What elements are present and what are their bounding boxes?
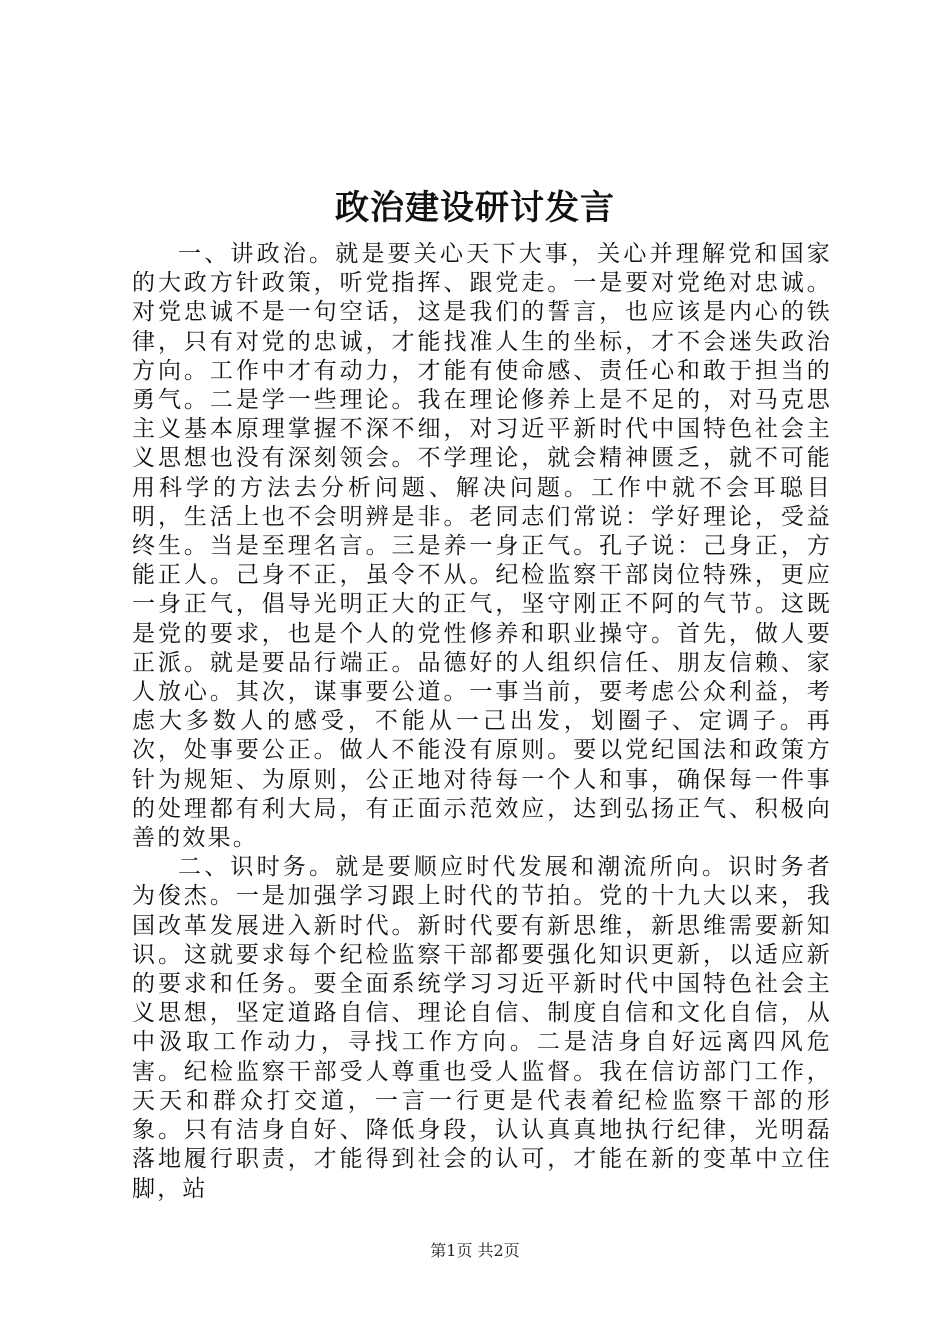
document-title: 政治建设研讨发言 xyxy=(335,188,615,228)
paragraph-2: 二、识时务。就是要顺应时代发展和潮流所向。识时务者为俊杰。一是加强学习跟上时代的节拍。党的十九大以来，我国改革发展进入新时代。新时代要有新思维，新思维需要新知识。这就要求每个纪检监察干部都要强化知识更新，以适应新的要求和任务。要全面系统学习习近平新时代中国特色社会主义思想，坚定道路自信、理论自信、制度自信和文化自信，从中汲取工作动力，寻找工作方向。二是洁身自好远离四风危害。纪检监察干部受人尊重也受人监督。我在信访部门工作，天天和群众打交道，一言一行更是代表着纪检监察干部的形象。只有洁身自好、降低身段，认认真真地执行纪律，光明磊落地履行职责，才能得到社会的认可，才能在新的变革中立住脚，站 xyxy=(132,854,832,1202)
paragraph-1: 一、讲政治。就是要关心天下大事，关心并理解党和国家的大政方针政策，听党指挥、跟党走。一是要对党绝对忠诚。对党忠诚不是一句空话，这是我们的誓言，也应该是内心的铁律，只有对党的忠诚，才能找准人生的坐标，才不会迷失政治方向。工作中才有动力，才能有使命感、责任心和敢于担当的勇气。二是学一些理论。我在理论修养上是不足的，对马克思主义基本原理掌握不深不细，对习近平新时代中国特色社会主义思想也没有深刻领会。不学理论，就会精神匮乏，就不可能用科学的方法去分析问题、解决问题。工作中就不会耳聪目明，生活上也不会明辨是非。老同志们常说：学好理论，受益终生。当是至理名言。三是养一身正气。孔子说：己身正，方能正人。己身不正，虽令不从。纪检监察干部岗位特殊，更应一身正气，倡导光明正大的正气，坚守刚正不阿的气节。这既是党的要求，也是个人的党性修养和职业操守。首先，做人要正派。就是要品行端正。品德好的人组织信任、朋友信赖、家人放心。其次，谋事要公道。一事当前，要考虑公众利益，考虑大多数人的感受，不能从一己出发，划圈子、定调子。再次，处事要公正。做人不能没有原则。要以党纪国法和政策方针为规矩、为原则，公正地对待每一个人和事，确保每一件事的处理都有利大局，有正面示范效应，达到弘扬正气、积极向善的效果。 xyxy=(132,241,832,852)
document-body xyxy=(132,240,832,1204)
page-footer: 第1页 共2页 xyxy=(430,1241,520,1260)
